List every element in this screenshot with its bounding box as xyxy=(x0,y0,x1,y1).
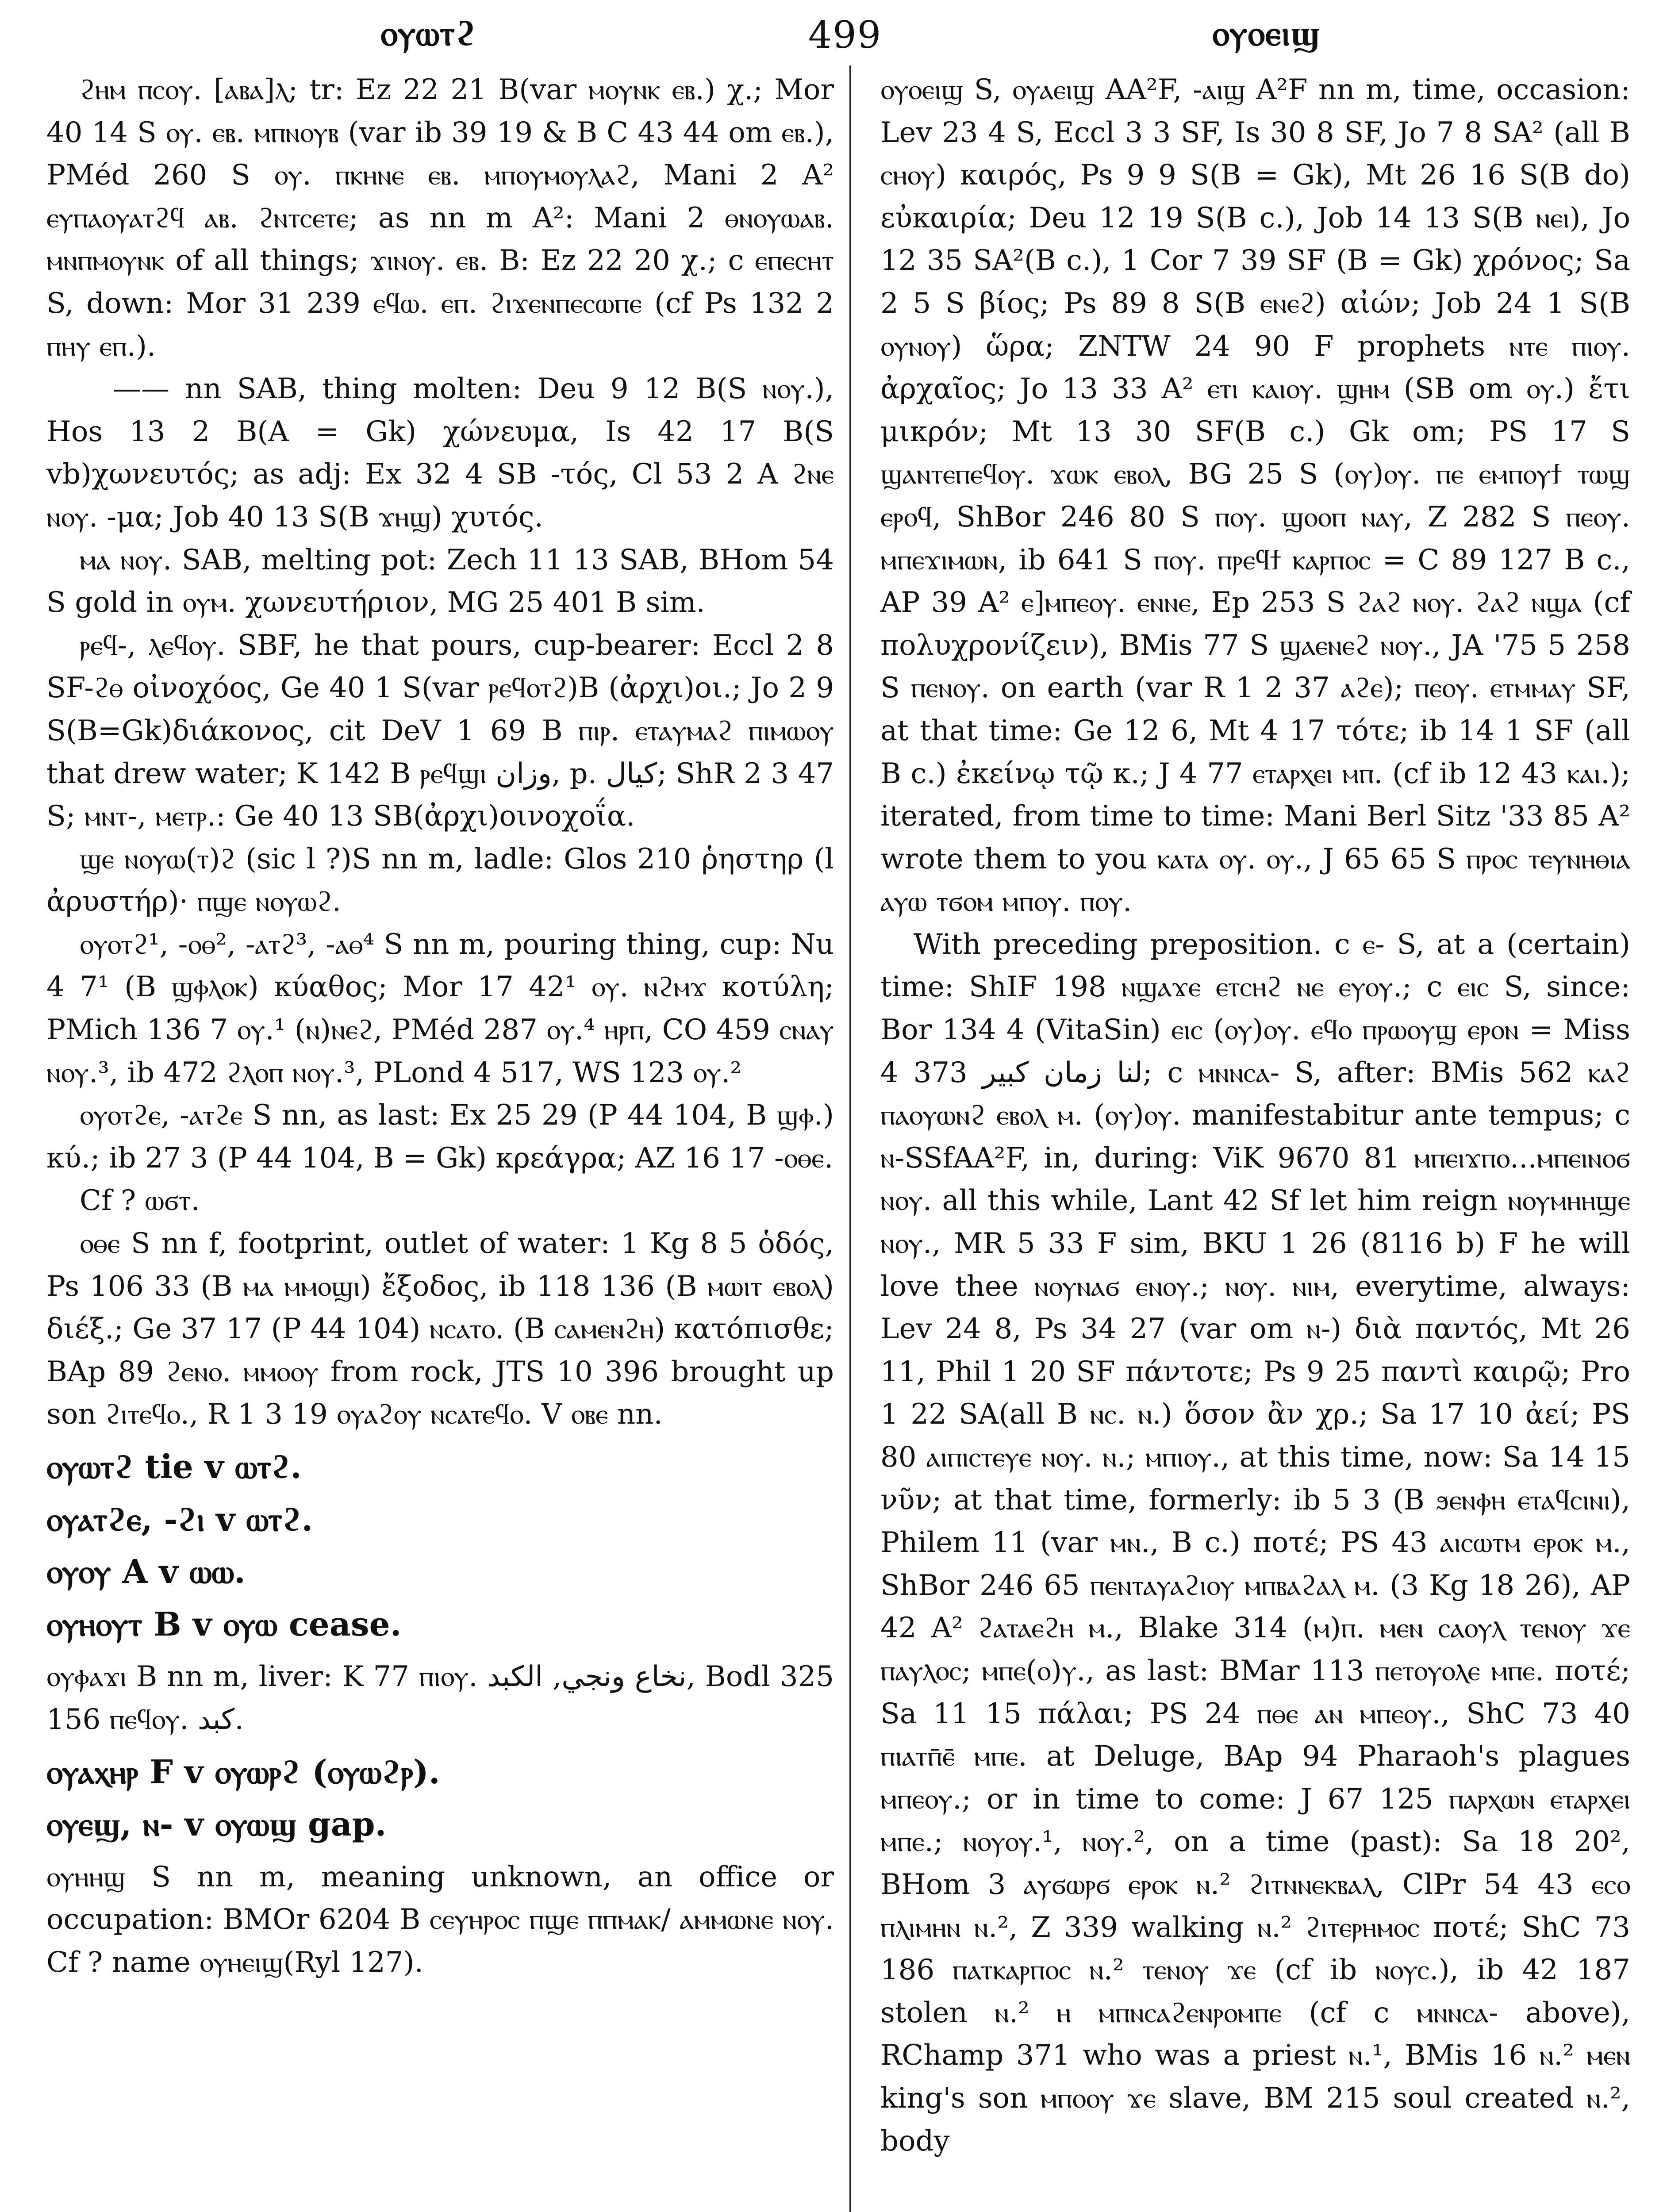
column-divider xyxy=(849,65,851,2212)
right-column xyxy=(880,69,1630,2162)
entry-ouhout: ⲟⲩⲏⲟⲩⲧ B v ⲟⲩⲱ cease. xyxy=(46,1605,402,1644)
entry-ouatre: ⲟⲩⲁⲧϩⲉ, -ϩⲓ v ⲱⲧϩ. xyxy=(46,1500,313,1539)
entry-ouhhsh: ⲟⲩⲏⲏϣ S nn m, meaning unknown, an office or occupation: BMOr 6204 B ⲥⲉⲩⲏⲣⲟⲥ ⲡϣⲉ ⲡⲡⲙⲁⲕ/ ⲁⲙⲙⲱⲛⲉ ⲛⲟⲩ. Cf ? name ⲟⲩⲏⲉⲓϣ(Ryl 127). xyxy=(46,1860,834,1979)
page-number: 499 xyxy=(808,13,882,57)
entry-pouring-thing: ⲟⲩⲟⲧϩ¹, -ⲟⲑ², -ⲁⲧϩ³, -ⲁⲑ⁴ S nn m, pouring thing, cup: Nu 4 7¹ (B ϣⲫⲗⲟⲕ) κύαθος; Mor 17 42¹ ⲟⲩ. ⲛϩⲙϫ κοτύλη; PMich 136 7 ⲟⲩ.¹ (ⲛ)ⲛⲉϩ, PMéd 287 ⲟⲩ.⁴ ⲏⲣⲡ, CO 459 ⲥⲛⲁⲩ ⲛⲟⲩ.³, ib 472 ϩⲗⲟⲡ ⲛⲟⲩ.³, PLond 4 517, WS 123 ⲟⲩ.² xyxy=(46,928,834,1089)
entry-cf: Cf ? ⲱϭⲧ. xyxy=(80,1184,200,1217)
entry-melting-pot: ⲙⲁ ⲛⲟⲩ. SAB, melting pot: Zech 11 13 SAB, BHom 54 S gold in ⲟⲩⲙ. χωνευτήριον, MG 25 401 B sim. xyxy=(46,543,834,619)
entry-ouotre: ⲟⲩⲟⲧϩⲉ, -ⲁⲧϩⲉ S nn, as last: Ex 25 29 (P 44 104, B ϣⲫ.) κύ.; ib 27 3 (P 44 104, B = Gk) κρεάγρα; AZ 16 17 -ⲟⲑⲉ. xyxy=(46,1099,834,1175)
entry-ladle: ϣⲉ ⲛⲟⲩⲱ(ⲧ)ϩ (sic l ?)S nn m, ladle: Glos 210 ῥηστηρ (l ἀρυστήρ)· ⲡϣⲉ ⲛⲟⲩⲱϩ. xyxy=(46,842,834,918)
left-running-headword: ⲟⲩⲱⲧϩ xyxy=(380,13,477,54)
entry-footprint: ⲟⲑⲉ S nn f, footprint, outlet of water: 1 Kg 8 5 ὁδός, Ps 106 33 (B ⲙⲁ ⲙⲙⲟϣⲓ) ἔξοδος, ib 118 136 (B ⲙⲱⲓⲧ ⲉⲃⲟⲗ) διέξ.; Ge 37 17 (P 44 104) ⲛⲥⲁⲧⲟ. (B ⲥⲁⲙⲉⲛϩⲏ) κατόπισθε; BAp 89 ϩⲉⲛⲟ. ⲙⲙⲟⲟⲩ from rock, JTS 10 396 brought up son ϩⲓⲧⲉϥⲟ., R 1 3 19 ⲟⲩⲁϩⲟⲩ ⲛⲥⲁⲧⲉϥⲟ. V ⲟⲃⲉ nn. xyxy=(46,1227,834,1431)
entry-ouesh: ⲟⲩⲉϣ, ⲛ- v ⲟⲩⲱϣ gap. xyxy=(46,1805,387,1844)
entry-ouachhr: ⲟⲩⲁⲭⲏⲣ F v ⲟⲩⲱⲣϩ (ⲟⲩⲱϩⲣ). xyxy=(46,1753,440,1791)
entry-with-preposition: With preceding preposition. c ⲉ- S, at a (certain) time: ShIF 198 ⲛϣⲁϫⲉ ⲉⲧⲥⲏϩ ⲛⲉ ⲉⲩⲟⲩ.; c ⲉⲓⲥ S, since: Bor 134 4 (VitaSin) ⲉⲓⲥ (ⲟⲩ)ⲟⲩ. ⲉϥⲟ ⲡⲣⲱⲟⲩϣ ⲉⲣⲟⲛ = Miss 4 373 لنا زمان كبير; c ⲙⲛⲛⲥⲁ- S, after: BMis 562 ⲕⲁϩ ⲡⲁⲟⲩⲱⲛϩ ⲉⲃⲟⲗ ⲙ. (ⲟⲩ)ⲟⲩ. manifestabitur ante tempus; c ⲛ-SSfAA²F, in, during: ViK 9670 81 ⲙⲡⲉⲓϫⲡⲟ...ⲙⲡⲉⲓⲛⲟϭ ⲛⲟⲩ. all this while, Lant 42 Sf let him reign ⲛⲟⲩⲙⲏⲏϣⲉ ⲛⲟⲩ., MR 5 33 F sim, BKU 1 26 (8116 b) F he will love thee ⲛⲟⲩⲛⲁϭ ⲉⲛⲟⲩ.; ⲛⲟⲩ. ⲛⲓⲙ, everytime, always: Lev 24 8, Ps 34 27 (var om ⲛ-) διὰ παντός, Mt 26 11, Phil 1 20 SF πάντοτε; Ps 9 25 παντὶ καιρῷ; Pro 1 22 SA(all B ⲛⲥ. ⲛ.) ὅσον ἂν χρ.; Sa 17 10 ἀεί; PS 80 ⲁⲓⲡⲓⲥⲧⲉⲩⲉ ⲛⲟⲩ. ⲛ.; ⲙⲡⲓⲟⲩ., at this time, now: Sa 14 15 νῦν; at that time, formerly: ib 5 3 (B ϧⲉⲛⲫⲏ ⲉⲧⲁϥⲥⲓⲛⲓ), Philem 11 (var ⲙⲛ., B c.) ποτέ; PS 43 ⲁⲓⲥⲱⲧⲙ ⲉⲣⲟⲕ ⲙ., ShBor 246 65 ⲡⲉⲛⲧⲁⲩⲁϩⲓⲟⲩ ⲙⲡⲃⲁϩⲁⲗ ⲙ. (3 Kg 18 26), AP 42 A² ϩⲁⲧⲁⲉϩⲏ ⲙ., Blake 314 (ⲙ)ⲡ. ⲙⲉⲛ ⲥⲁⲟⲩⲗ ⲧⲉⲛⲟⲩ ϫⲉ ⲡⲁⲩⲗⲟⲥ; ⲙⲡⲉ(ⲟ)ⲩ., as last: BMar 113 ⲡⲉⲧⲟⲩⲟⲗⲉ ⲙⲡⲉ. ποτέ; Sa 11 15 πάλαι; PS 24 ⲡⲑⲉ ⲁⲛ ⲙⲡⲉⲟⲩ., ShC 73 40 ⲡⲓⲁⲧⲡ̄ⲉ̄ ⲙⲡⲉ. at Deluge, BAp 94 Pharaoh's plagues ⲙⲡⲉⲟⲩ.; or in time to come: J 67 125 ⲡⲁⲣⲭⲱⲛ ⲉⲧⲁⲣⲭⲉⲓ ⲙⲡⲉ.; ⲛⲟⲩⲟⲩ.¹, ⲛⲟⲩ.², on a time (past): Sa 18 20², BHom 3 ⲁⲩϭⲱⲣϭ ⲉⲣⲟⲕ ⲛ.² ϩⲓⲧⲛⲛⲉⲕⲃⲁⲗ, ClPr 54 43 ⲉⲥⲟ ⲡⲗⲓⲙⲏⲛ ⲛ.², Z 339 walking ⲛ.² ϩⲓⲧⲉⲣⲏⲙⲟⲥ ποτέ; ShC 73 186 ⲡⲁⲧⲕⲁⲣⲡⲟⲥ ⲛ.² ⲧⲉⲛⲟⲩ ϫⲉ (cf ib ⲛⲟⲩⲥ.), ib 42 187 stolen ⲛ.² ⲏ ⲙⲡⲛⲥⲁϩⲉⲛⲣⲟⲙⲡⲉ (cf c ⲙⲛⲛⲥⲁ- above), RChamp 371 who was a priest ⲛ.¹, BMis 16 ⲛ.² ⲙⲉⲛ king's son ⲙⲡⲟⲟⲩ ϫⲉ slave, BM 215 soul created ⲛ.², body xyxy=(880,928,1631,2158)
entry-ouotr-tie: ⲟⲩⲱⲧϩ tie v ⲱⲧϩ. xyxy=(46,1448,302,1486)
entry-nn-thing-molten: —— nn SAB, thing molten: Deu 9 12 B(S ⲛⲟⲩ.), Hos 13 2 B(A = Gk) χώνευμα, Is 42 17 B(S vb)χωνευτός; as adj: Ex 32 4 SB -τός, Cl 53 2 A ϩⲛⲉ ⲛⲟⲩ. -μα; Job 40 13 S(B ϫⲏϣ) χυτός. xyxy=(46,373,834,534)
entry-ouou: ⲟⲩⲟⲩ A v ⲱⲱ. xyxy=(46,1553,246,1591)
right-running-headword: ⲟⲩⲟⲉⲓϣ xyxy=(1212,13,1321,54)
entry-liver: ⲟⲩⲫⲁϫⲓ B nn m, liver: K 77 ⲡⲓⲟⲩ. نخاع ونجي, الكبد, Bodl 325 156 ⲡⲉϥⲟⲩ. كبد. xyxy=(46,1660,834,1736)
left-column xyxy=(46,69,834,1984)
entry-cup-bearer: ⲣⲉϥ-, ⲗⲉϥⲟⲩ. SBF, he that pours, cup-bearer: Eccl 2 8 SF-ϩⲑ οἰνοχόος, Ge 40 1 S(var ⲣⲉϥⲟⲧϩ)B (ἀρχι)οι.; Jo 2 9 S(B=Gk)διάκονος, cit DeV 1 69 B ⲡⲓⲣ. ⲉⲧⲁⲩⲙⲁϩ ⲡⲓⲙⲱⲟⲩ that drew water; K 142 B ⲣⲉϥϣⲓ وزان, p. كيال; ShR 2 3 47 S; ⲙⲛⲧ-, ⲙⲉⲧⲣ.: Ge 40 13 SB(ἀρχι)οινοχοΐα. xyxy=(46,629,834,833)
entry-time-occasion: ⲟⲩⲟⲉⲓϣ S, ⲟⲩⲁⲉⲓϣ AA²F, -ⲁⲓϣ A²F nn m, time, occasion: Lev 23 4 S, Eccl 3 3 SF, Is 30 8 SF, Jo 7 8 SA² (all B ⲥⲏⲟⲩ) καιρός, Ps 9 9 S(B = Gk), Mt 26 16 S(B do) εὐκαιρία; Deu 12 19 S(B c.), Job 14 13 S(B ⲛⲉⲓ), Jo 12 35 SA²(B c.), 1 Cor 7 39 SF (B = Gk) χρόνος; Sa 2 5 S βίος; Ps 89 8 S(B ⲉⲛⲉϩ) αἰών; Job 24 1 S(B ⲟⲩⲛⲟⲩ) ὥρα; ZNTW 24 90 F prophets ⲛⲧⲉ ⲡⲓⲟⲩ. ἀρχαῖος; Jo 13 33 A² ⲉⲧⲓ ⲕⲁⲓⲟⲩ. ϣⲏⲙ (SB om ⲟⲩ.) ἔτι μικρόν; Mt 13 30 SF(B c.) Gk om; PS 17 S ϣⲁⲛⲧⲉⲡⲉϥⲟⲩ. ϫⲱⲕ ⲉⲃⲟⲗ, BG 25 S (ⲟⲩ)ⲟⲩ. ⲡⲉ ⲉⲙⲡⲟⲩϯ ⲧⲱϣ ⲉⲣⲟϥ, ShBor 246 80 S ⲡⲟⲩ. ϣⲟⲟⲡ ⲛⲁⲩ, Z 282 S ⲡⲉⲟⲩ. ⲙⲡⲉϫⲓⲙⲱⲛ, ib 641 S ⲡⲟⲩ. ⲡⲣⲉϥϯ ⲕⲁⲣⲡⲟⲥ = C 89 127 B c., AP 39 A² ⲉ]ⲙⲡⲉⲟⲩ. ⲉⲛⲛⲉ, Ep 253 S ϩⲁϩ ⲛⲟⲩ. ϩⲁϩ ⲛϣⲁ (cf πολυχρονίζειν), BMis 77 S ϣⲁⲉⲛⲉϩ ⲛⲟⲩ., JA '75 5 258 S ⲡⲉⲛⲟⲩ. on earth (var R 1 2 37 ⲁϩⲉ); ⲡⲉⲟⲩ. ⲉⲧⲙⲙⲁⲩ SF, at that time: Ge 12 6, Mt 4 17 τότε; ib 14 1 SF (all B c.) ἐκείνῳ τῷ κ.; J 4 77 ⲉⲧⲁⲣⲭⲉⲓ ⲙⲡ. (cf ib 12 43 ⲕⲁⲓ.); iterated, from time to time: Mani Berl Sitz '33 85 A² wrote them to you ⲕⲁⲧⲁ ⲟⲩ. ⲟⲩ., J 65 65 S ⲡⲣⲟⲥ ⲧⲉⲩⲛⲏⲑⲓⲁ ⲁⲩⲱ ⲧϭⲟⲙ ⲙⲡⲟⲩ. ⲡⲟⲩ. xyxy=(880,73,1630,918)
entry-continuation: ϩⲏⲙ ⲡⲥⲟⲩ. [ⲁⲃⲁ]ⲗ; tr: Ez 22 21 B(var ⲙⲟⲩⲛⲕ ⲉⲃ.) χ.; Mor 40 14 S ⲟⲩ. ⲉⲃ. ⲙⲡⲛⲟⲩⲃ (var ib 39 19 & B C 43 44 om ⲉⲃ.), PMéd 260 S ⲟⲩ. ⲡⲕⲏⲛⲉ ⲉⲃ. ⲙⲡⲟⲩⲙⲟⲩⲗⲁϩ, Mani 2 A² ⲉⲩⲡⲁⲟⲩⲁⲧϩϥ ⲁⲃ. ϩⲛⲧⲥⲉⲧⲉ; as nn m A²: Mani 2 ⲑⲛⲟⲩⲱⲁⲃ. ⲙⲛⲡⲙⲟⲩⲛⲕ of all things; ϫⲓⲛⲟⲩ. ⲉⲃ. B: Ez 22 20 χ.; c ⲉⲡⲉⲥⲏⲧ S, down: Mor 31 239 ⲉϥⲱ. ⲉⲡ. ϩⲓϫⲉⲛⲡⲉⲥⲱⲡⲉ (cf Ps 132 2 ⲡⲏⲩ ⲉⲡ.). xyxy=(46,73,834,363)
